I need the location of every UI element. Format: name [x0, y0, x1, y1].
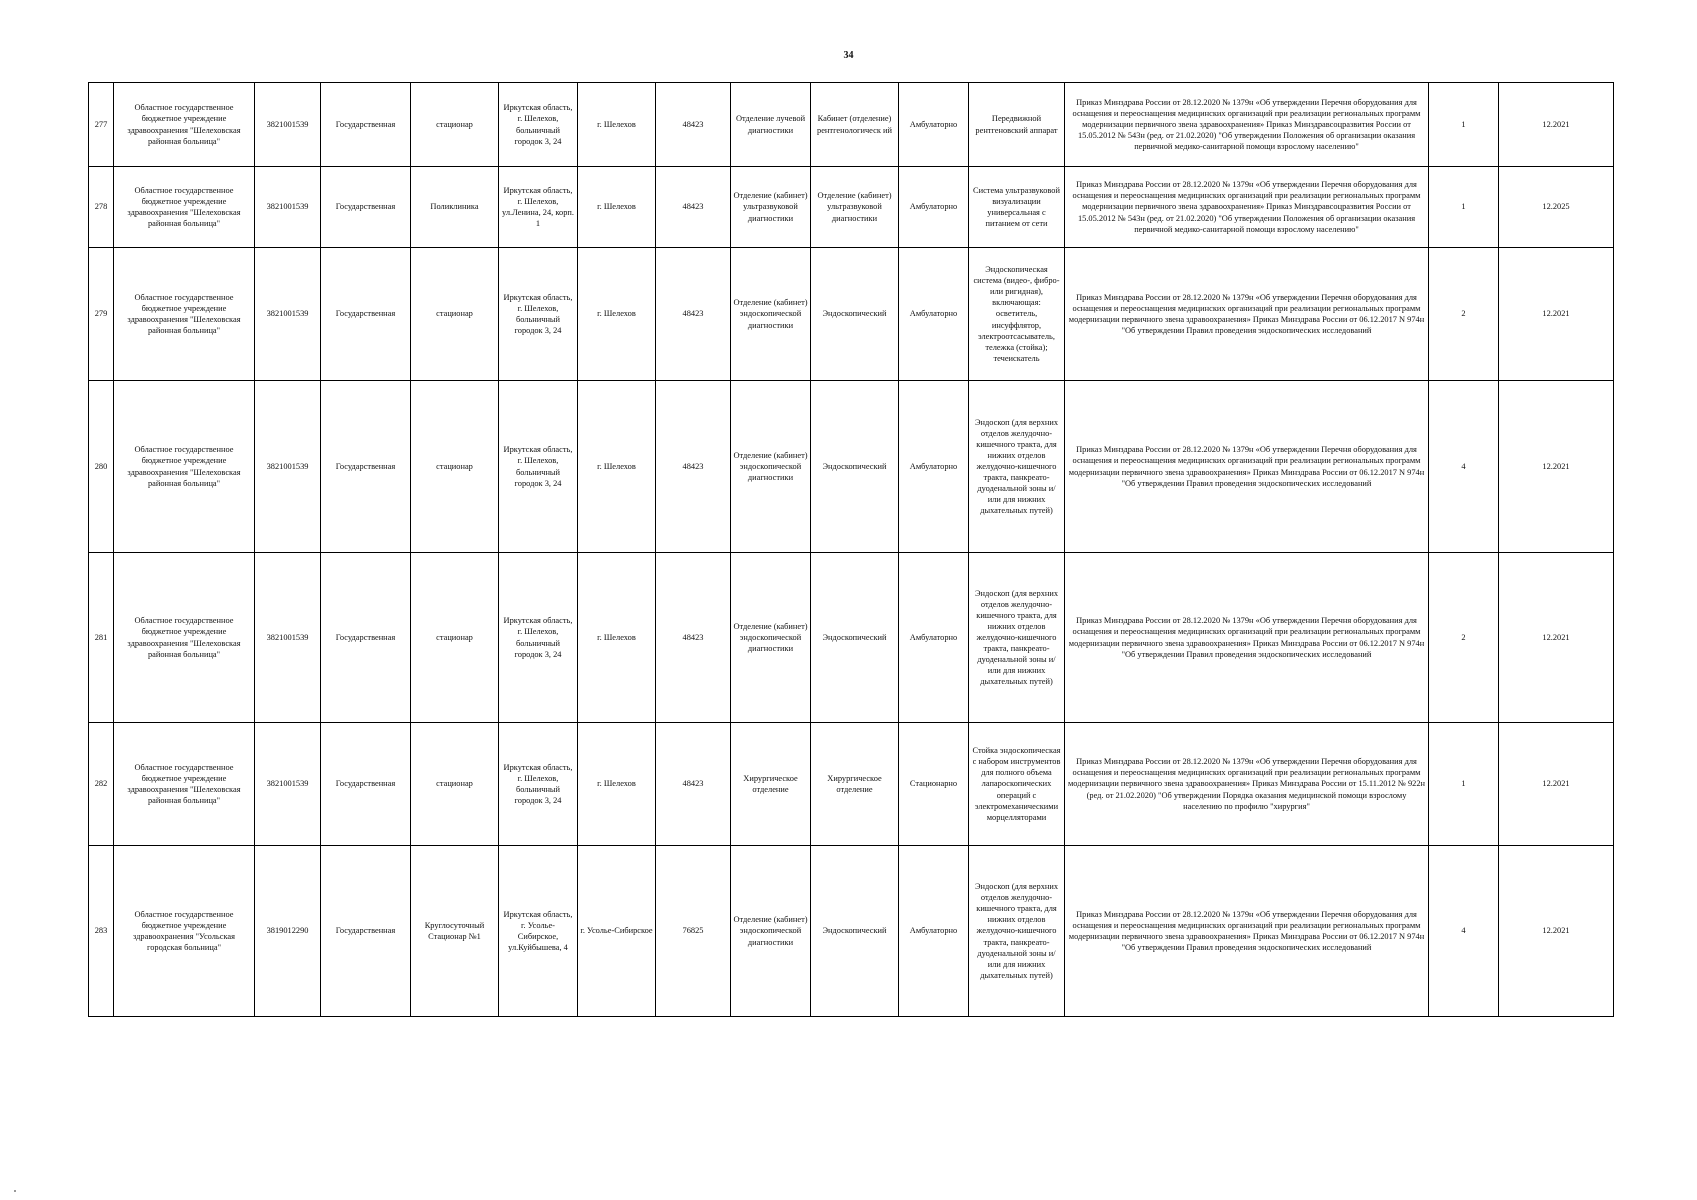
- address-cell: Иркутская область, г. Шелехов, больничный городок 3, 24: [499, 83, 578, 167]
- regulatory-orders-cell: Приказ Минздрава России от 28.12.2020 № 1379н «Об утверждении Перечня оборудования для оснащения и переоснащения медицинских организаций при реализации региональных программ модернизации первичного звена здравоохранения» Приказ Минздрава России от 06.12.2017 N 974н "Об утверждении Правил проведения эндоскопических исследований: [1065, 846, 1429, 1017]
- inn-cell: 3821001539: [255, 167, 321, 248]
- ownership-form-cell: Государственная: [321, 83, 411, 167]
- row-number-cell: 280: [89, 381, 114, 553]
- oktmo-code-cell: 48423: [656, 83, 731, 167]
- ownership-form-cell: Государственная: [321, 381, 411, 553]
- address-cell: Иркутская область, г. Шелехов, больничный городок 3, 24: [499, 381, 578, 553]
- equipment-registry-table: [88, 82, 1614, 1017]
- table-row: [89, 167, 1614, 248]
- quantity-cell: 4: [1429, 381, 1499, 553]
- table-body: [89, 83, 1614, 1017]
- care-form-cell: Амбулаторно: [899, 83, 969, 167]
- equipment-name-cell: Система ультразвуковой визуализации универсальная с питанием от сети: [969, 167, 1065, 248]
- regulatory-orders-cell: Приказ Минздрава России от 28.12.2020 № 1379н «Об утверждении Перечня оборудования для оснащения и переоснащения медицинских организаций при реализации региональных программ модернизации первичного звена здравоохранения» Приказ Минздрава России от 06.12.2017 N 974н "Об утверждении Правил проведения эндоскопических исследований: [1065, 248, 1429, 381]
- cabinet-cell: Эндоскопический: [811, 248, 899, 381]
- unit-type-cell: стационар: [411, 83, 499, 167]
- ownership-form-cell: Государственная: [321, 723, 411, 846]
- deadline-date-cell: 12.2021: [1499, 381, 1614, 553]
- oktmo-code-cell: 48423: [656, 723, 731, 846]
- inn-cell: 3821001539: [255, 83, 321, 167]
- scan-artifact: [14, 1190, 16, 1192]
- care-form-cell: Амбулаторно: [899, 167, 969, 248]
- oktmo-code-cell: 48423: [656, 381, 731, 553]
- address-cell: Иркутская область, г. Шелехов, больничный городок 3, 24: [499, 248, 578, 381]
- page-number: 34: [843, 50, 854, 61]
- institution-name-cell: Областное государственное бюджетное учреждение здравоохранения "Шелеховская районная больница": [114, 167, 255, 248]
- deadline-date-cell: 12.2021: [1499, 846, 1614, 1017]
- department-cell: Отделение (кабинет) эндоскопической диагностики: [731, 248, 811, 381]
- address-cell: Иркутская область, г. Шелехов, больничный городок 3, 24: [499, 723, 578, 846]
- table-row: [89, 83, 1614, 167]
- row-number-cell: 278: [89, 167, 114, 248]
- deadline-date-cell: 12.2021: [1499, 723, 1614, 846]
- institution-name-cell: Областное государственное бюджетное учреждение здравоохранения "Усольская городская больница": [114, 846, 255, 1017]
- settlement-cell: г. Шелехов: [578, 723, 656, 846]
- institution-name-cell: Областное государственное бюджетное учреждение здравоохранения "Шелеховская районная больница": [114, 248, 255, 381]
- unit-type-cell: Круглосуточный Стационар №1: [411, 846, 499, 1017]
- address-cell: Иркутская область, г. Шелехов, больничный городок 3, 24: [499, 553, 578, 723]
- oktmo-code-cell: 48423: [656, 248, 731, 381]
- cabinet-cell: Хирургическое отделение: [811, 723, 899, 846]
- inn-cell: 3821001539: [255, 248, 321, 381]
- unit-type-cell: стационар: [411, 248, 499, 381]
- unit-type-cell: стационар: [411, 553, 499, 723]
- unit-type-cell: Поликлиника: [411, 167, 499, 248]
- settlement-cell: г. Шелехов: [578, 83, 656, 167]
- regulatory-orders-cell: Приказ Минздрава России от 28.12.2020 № 1379н «Об утверждении Перечня оборудования для оснащения и переоснащения медицинских организаций при реализации региональных программ модернизации первичного звена здравоохранения» Приказ Минздрава России от 15.11.2012 № 922н (ред. от 21.02.2020) "Об утверждении Порядка оказания медицинской помощи взрослому населению по профилю "хирургия": [1065, 723, 1429, 846]
- deadline-date-cell: 12.2021: [1499, 248, 1614, 381]
- department-cell: Хирургическое отделение: [731, 723, 811, 846]
- inn-cell: 3821001539: [255, 723, 321, 846]
- quantity-cell: 1: [1429, 167, 1499, 248]
- deadline-date-cell: 12.2021: [1499, 553, 1614, 723]
- deadline-date-cell: 12.2025: [1499, 167, 1614, 248]
- deadline-date-cell: 12.2021: [1499, 83, 1614, 167]
- institution-name-cell: Областное государственное бюджетное учреждение здравоохранения "Шелеховская районная больница": [114, 381, 255, 553]
- institution-name-cell: Областное государственное бюджетное учреждение здравоохранения "Шелеховская районная больница": [114, 83, 255, 167]
- department-cell: Отделение (кабинет) эндоскопической диагностики: [731, 553, 811, 723]
- row-number-cell: 283: [89, 846, 114, 1017]
- row-number-cell: 279: [89, 248, 114, 381]
- quantity-cell: 1: [1429, 723, 1499, 846]
- oktmo-code-cell: 76825: [656, 846, 731, 1017]
- department-cell: Отделение (кабинет) эндоскопической диагностики: [731, 846, 811, 1017]
- department-cell: Отделение лучевой диагностики: [731, 83, 811, 167]
- table-row: [89, 846, 1614, 1017]
- care-form-cell: Амбулаторно: [899, 846, 969, 1017]
- cabinet-cell: Эндоскопический: [811, 381, 899, 553]
- regulatory-orders-cell: Приказ Минздрава России от 28.12.2020 № 1379н «Об утверждении Перечня оборудования для оснащения и переоснащения медицинских организаций при реализации региональных программ модернизации первичного звена здравоохранения» Приказ Минздрава России от 06.12.2017 N 974н "Об утверждении Правил проведения эндоскопических исследований: [1065, 381, 1429, 553]
- cabinet-cell: Эндоскопический: [811, 553, 899, 723]
- cabinet-cell: Отделение (кабинет) ультразвуковой диагностики: [811, 167, 899, 248]
- equipment-name-cell: Передвижной рентгеновский аппарат: [969, 83, 1065, 167]
- ownership-form-cell: Государственная: [321, 553, 411, 723]
- institution-name-cell: Областное государственное бюджетное учреждение здравоохранения "Шелеховская районная больница": [114, 723, 255, 846]
- equipment-name-cell: Эндоскоп (для верхних отделов желудочно-кишечного тракта, для нижних отделов желудочно-кишечного тракта, панкреато-дуоденальной зоны и/или для нижних дыхательных путей): [969, 381, 1065, 553]
- equipment-name-cell: Эндоскоп (для верхних отделов желудочно-кишечного тракта, для нижних отделов желудочно-кишечного тракта, панкреато-дуоденальной зоны и/или для нижних дыхательных путей): [969, 553, 1065, 723]
- inn-cell: 3821001539: [255, 381, 321, 553]
- ownership-form-cell: Государственная: [321, 248, 411, 381]
- table-row: [89, 553, 1614, 723]
- row-number-cell: 282: [89, 723, 114, 846]
- cabinet-cell: Кабинет (отделение) рентгенологическ ий: [811, 83, 899, 167]
- quantity-cell: 1: [1429, 83, 1499, 167]
- ownership-form-cell: Государственная: [321, 846, 411, 1017]
- table-row: [89, 723, 1614, 846]
- regulatory-orders-cell: Приказ Минздрава России от 28.12.2020 № 1379н «Об утверждении Перечня оборудования для оснащения и переоснащения медицинских организаций при реализации региональных программ модернизации первичного звена здравоохранения» Приказ Минздрава России от 06.12.2017 N 974н "Об утверждении Правил проведения эндоскопических исследований: [1065, 553, 1429, 723]
- care-form-cell: Амбулаторно: [899, 381, 969, 553]
- cabinet-cell: Эндоскопический: [811, 846, 899, 1017]
- department-cell: Отделение (кабинет) ультразвуковой диагностики: [731, 167, 811, 248]
- equipment-name-cell: Эндоскоп (для верхних отделов желудочно-кишечного тракта, для нижних отделов желудочно-кишечного тракта, панкреато-дуоденальной зоны и/или для нижних дыхательных путей): [969, 846, 1065, 1017]
- oktmo-code-cell: 48423: [656, 553, 731, 723]
- quantity-cell: 2: [1429, 248, 1499, 381]
- table-row: [89, 381, 1614, 553]
- settlement-cell: г. Усолье-Сибирское: [578, 846, 656, 1017]
- settlement-cell: г. Шелехов: [578, 381, 656, 553]
- row-number-cell: 277: [89, 83, 114, 167]
- regulatory-orders-cell: Приказ Минздрава России от 28.12.2020 № 1379н «Об утверждении Перечня оборудования для оснащения и переоснащения медицинских организаций при реализации региональных программ модернизации первичного звена здравоохранения» Приказ Минздравсоцразвития России от 15.05.2012 № 543н (ред. от 21.02.2020) "Об утверждении Положения об организации оказания первичной медико-санитарной помощи взрослому населению": [1065, 167, 1429, 248]
- settlement-cell: г. Шелехов: [578, 167, 656, 248]
- equipment-name-cell: Эндоскопическая система (видео-, фибро- или ригидная), включающая: осветитель, инсуффлятор, электроотсасыватель, тележка (стойка); течеискатель: [969, 248, 1065, 381]
- institution-name-cell: Областное государственное бюджетное учреждение здравоохранения "Шелеховская районная больница": [114, 553, 255, 723]
- quantity-cell: 2: [1429, 553, 1499, 723]
- equipment-name-cell: Стойка эндоскопическая с набором инструментов для полного объема лапароскопических операций с электромеханическими морцелляторами: [969, 723, 1065, 846]
- department-cell: Отделение (кабинет) эндоскопической диагностики: [731, 381, 811, 553]
- unit-type-cell: стационар: [411, 723, 499, 846]
- address-cell: Иркутская область, г. Шелехов, ул.Ленина, 24, корп. 1: [499, 167, 578, 248]
- regulatory-orders-cell: Приказ Минздрава России от 28.12.2020 № 1379н «Об утверждении Перечня оборудования для оснащения и переоснащения медицинских организаций при реализации региональных программ модернизации первичного звена здравоохранения» Приказ Минздравсоцразвития России от 15.05.2012 № 543н (ред. от 21.02.2020) "Об утверждении Положения об организации оказания первичной медико-санитарной помощи взрослому населению": [1065, 83, 1429, 167]
- unit-type-cell: стационар: [411, 381, 499, 553]
- address-cell: Иркутская область, г. Усолье-Сибирское, ул.Куйбышева, 4: [499, 846, 578, 1017]
- care-form-cell: Амбулаторно: [899, 248, 969, 381]
- table-row: [89, 248, 1614, 381]
- inn-cell: 3821001539: [255, 553, 321, 723]
- row-number-cell: 281: [89, 553, 114, 723]
- ownership-form-cell: Государственная: [321, 167, 411, 248]
- oktmo-code-cell: 48423: [656, 167, 731, 248]
- care-form-cell: Амбулаторно: [899, 553, 969, 723]
- settlement-cell: г. Шелехов: [578, 248, 656, 381]
- inn-cell: 3819012290: [255, 846, 321, 1017]
- quantity-cell: 4: [1429, 846, 1499, 1017]
- care-form-cell: Стационарно: [899, 723, 969, 846]
- settlement-cell: г. Шелехов: [578, 553, 656, 723]
